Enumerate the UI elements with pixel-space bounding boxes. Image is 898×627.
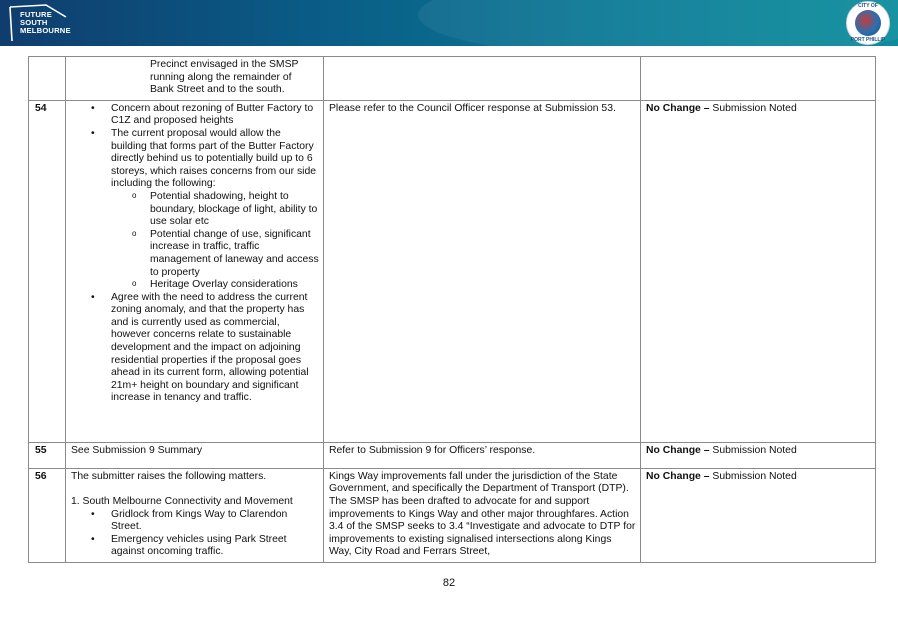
summary-bullet-list	[71, 103, 319, 405]
officer-response: Please refer to the Council Officer response at Submission 53.	[324, 100, 641, 442]
outcome	[641, 57, 876, 101]
summary-bullet: • The current proposal would allow the building that forms part of the Butter Factory directly behind us to potentially build up to 6 storeys, which raises concerns from our side including the following:	[71, 128, 319, 191]
summary-sub-bullet: o Potential shadowing, height to boundary, blockage of light, ability to use solar etc	[71, 191, 319, 229]
outcome-note: Submission Noted	[709, 470, 797, 482]
banner-wave	[418, 0, 898, 46]
submission-summary: See Submission 9 Summary	[66, 442, 324, 468]
summary-bullet: • Concern about rezoning of Butter Factory to C1Z and proposed heights	[71, 103, 319, 128]
summary-bullet: • Emergency vehicles using Park Street against oncoming traffic.	[71, 534, 319, 559]
table-row	[29, 442, 876, 468]
summary-bullet-list	[71, 509, 319, 559]
officer-response: Refer to Submission 9 for Officers’ response.	[324, 442, 641, 468]
summary-line: running along the remainder of	[150, 71, 292, 83]
outcome-status: No Change –	[646, 470, 710, 482]
submission-summary	[66, 100, 324, 442]
outcome-status: No Change –	[646, 102, 710, 114]
outcome	[641, 468, 876, 562]
submissions-table	[28, 56, 876, 563]
summary-bullet: • Gridlock from Kings Way to Clarendon Street.	[71, 509, 319, 534]
table-row	[29, 57, 876, 101]
page-number: 82	[442, 577, 456, 589]
officer-response: Kings Way improvements fall under the jurisdiction of the State Government, and specifically the Department of Transport (DTP). The SMSP has been drafted to advocate for and support improvements to Kings Way and other major throughfares. Action 3.4 of the SMSP seeks to 3.4 “Investigate and advocate to DTP for improvements to existing signalised intersections along Kings Way, City Road and Ferrars Street,	[324, 468, 641, 562]
summary-bullet: • Agree with the need to address the current zoning anomaly, and that the property has and is currently used as commercial, however concerns relate to sustainable development and the impact on adjoining residential properties if the proposal goes ahead in its current form, allowing potential 21m+ height on boundary and significant increase in tenancy and traffic.	[71, 292, 319, 405]
summary-line: Precinct envisaged in the SMSP	[150, 59, 299, 70]
outcome-note: Submission Noted	[709, 444, 797, 456]
city-of-port-phillip-seal	[846, 1, 890, 45]
table-row	[29, 468, 876, 562]
logo-line-1: FUTURE	[20, 10, 52, 19]
summary-sub-bullet: o Heritage Overlay considerations	[71, 279, 319, 292]
outcome-note: Submission Noted	[709, 102, 797, 114]
seal-top-text: CITY OF	[858, 3, 878, 9]
table-row	[29, 100, 876, 442]
submission-summary	[66, 468, 324, 562]
seal-bottom-text: PORT PHILLIP	[850, 37, 886, 43]
summary-intro: The submitter raises the following matters.	[71, 470, 267, 482]
submission-summary	[66, 57, 324, 101]
submission-number: 54	[29, 100, 66, 442]
logo-line-3: MELBOURNE	[20, 26, 71, 35]
submission-number	[29, 57, 66, 101]
outcome-status: No Change –	[646, 444, 710, 456]
header-banner	[0, 0, 898, 46]
summary-line: Bank Street and to the south.	[150, 84, 285, 96]
submission-number: 56	[29, 468, 66, 562]
future-south-melbourne-logo	[6, 3, 76, 43]
outcome	[641, 442, 876, 468]
logo-line-2: SOUTH	[20, 18, 48, 27]
outcome	[641, 100, 876, 442]
summary-sub-bullet: o Potential change of use, significant increase in traffic, traffic management of laneway and access to property	[71, 229, 319, 279]
submission-number: 55	[29, 442, 66, 468]
seal-emblem-icon	[855, 10, 881, 36]
officer-response	[324, 57, 641, 101]
summary-heading: 1. South Melbourne Connectivity and Movement	[71, 495, 293, 507]
